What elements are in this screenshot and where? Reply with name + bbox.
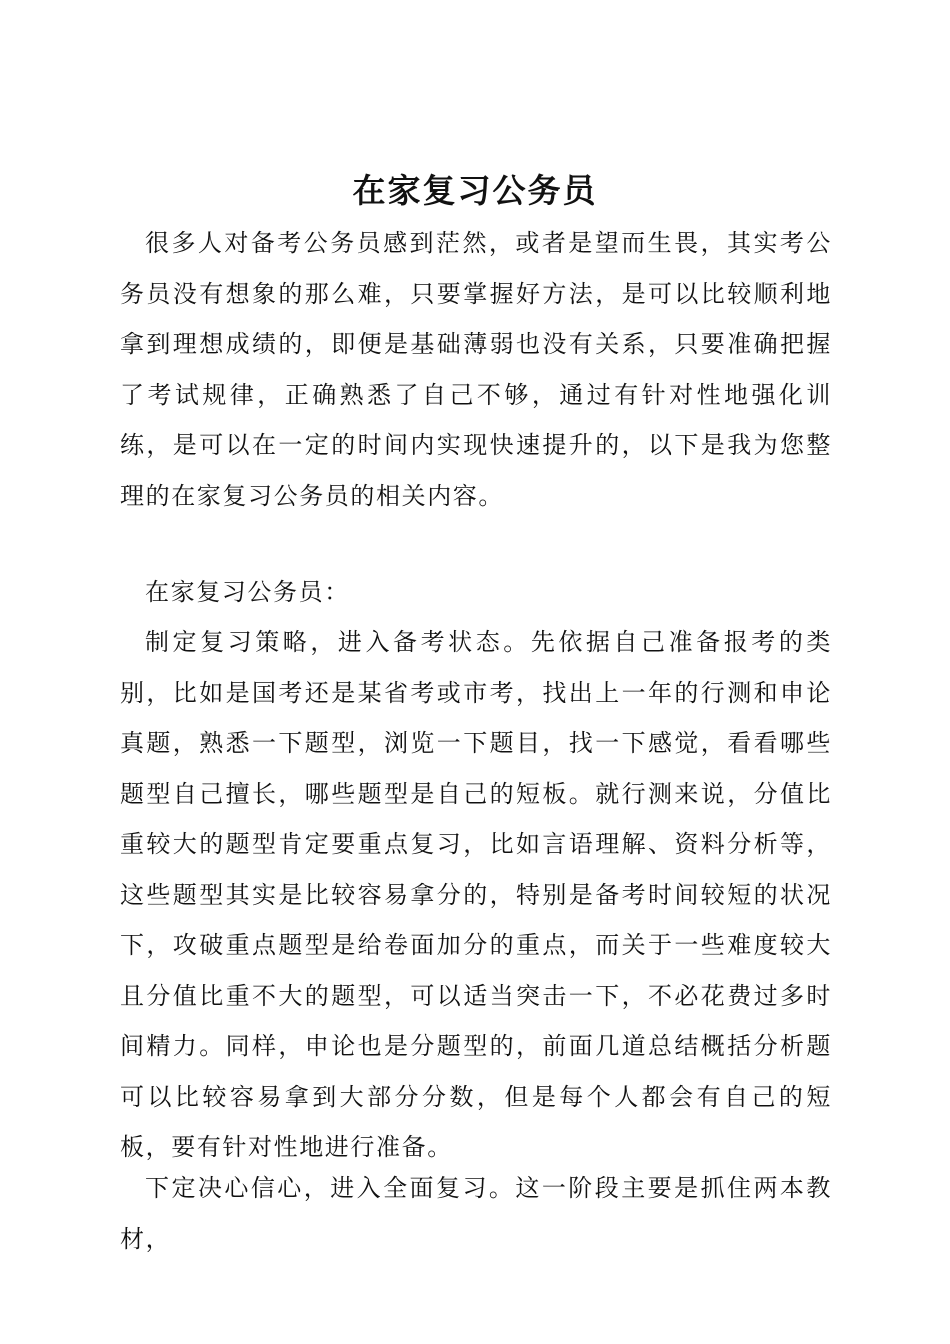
section-heading-paragraph: 在家复习公务员： (145, 578, 350, 606)
document-title: 在家复习公务员 (352, 171, 598, 211)
strategy-paragraph: 制定复习策略，进入备考状态。先依据自己准备报考的类别，比如是国考还是某省考或市考，找出上一年的行测和申论真题，熟悉一下题型，浏览一下题目，找一下感觉，看看哪些题型自己擅长，哪些题型是自己的短板。就行测来说，分值比重较大的题型肯定要重点复习，比如言语理解、资料分析等，这些题型其实是比较容易拿分的，特别是备考时间较短的状况下，攻破重点题型是给卷面加分的重点，而关于一些难度较大且分值比重不大的题型，可以适当突击一下，不必花费过多时间精力。同样，申论也是分题型的，前面几道总结概括分析题可以比较容易拿到大部分分数，但是每个人都会有自己的短板，要有针对性地进行准备。 (120, 628, 832, 1161)
intro-paragraph: 很多人对备考公务员感到茫然，或者是望而生畏，其实考公务员没有想象的那么难，只要掌握好方法，是可以比较顺利地拿到理想成绩的，即便是基础薄弱也没有关系，只要准确把握了考试规律，正确熟悉了自己不够，通过有针对性地强化训练，是可以在一定的时间内实现快速提升的，以下是我为您整理的在家复习公务员的相关内容。 (120, 229, 832, 510)
review-paragraph: 下定决心信心，进入全面复习。这一阶段主要是抓住两本教材， (120, 1174, 832, 1253)
